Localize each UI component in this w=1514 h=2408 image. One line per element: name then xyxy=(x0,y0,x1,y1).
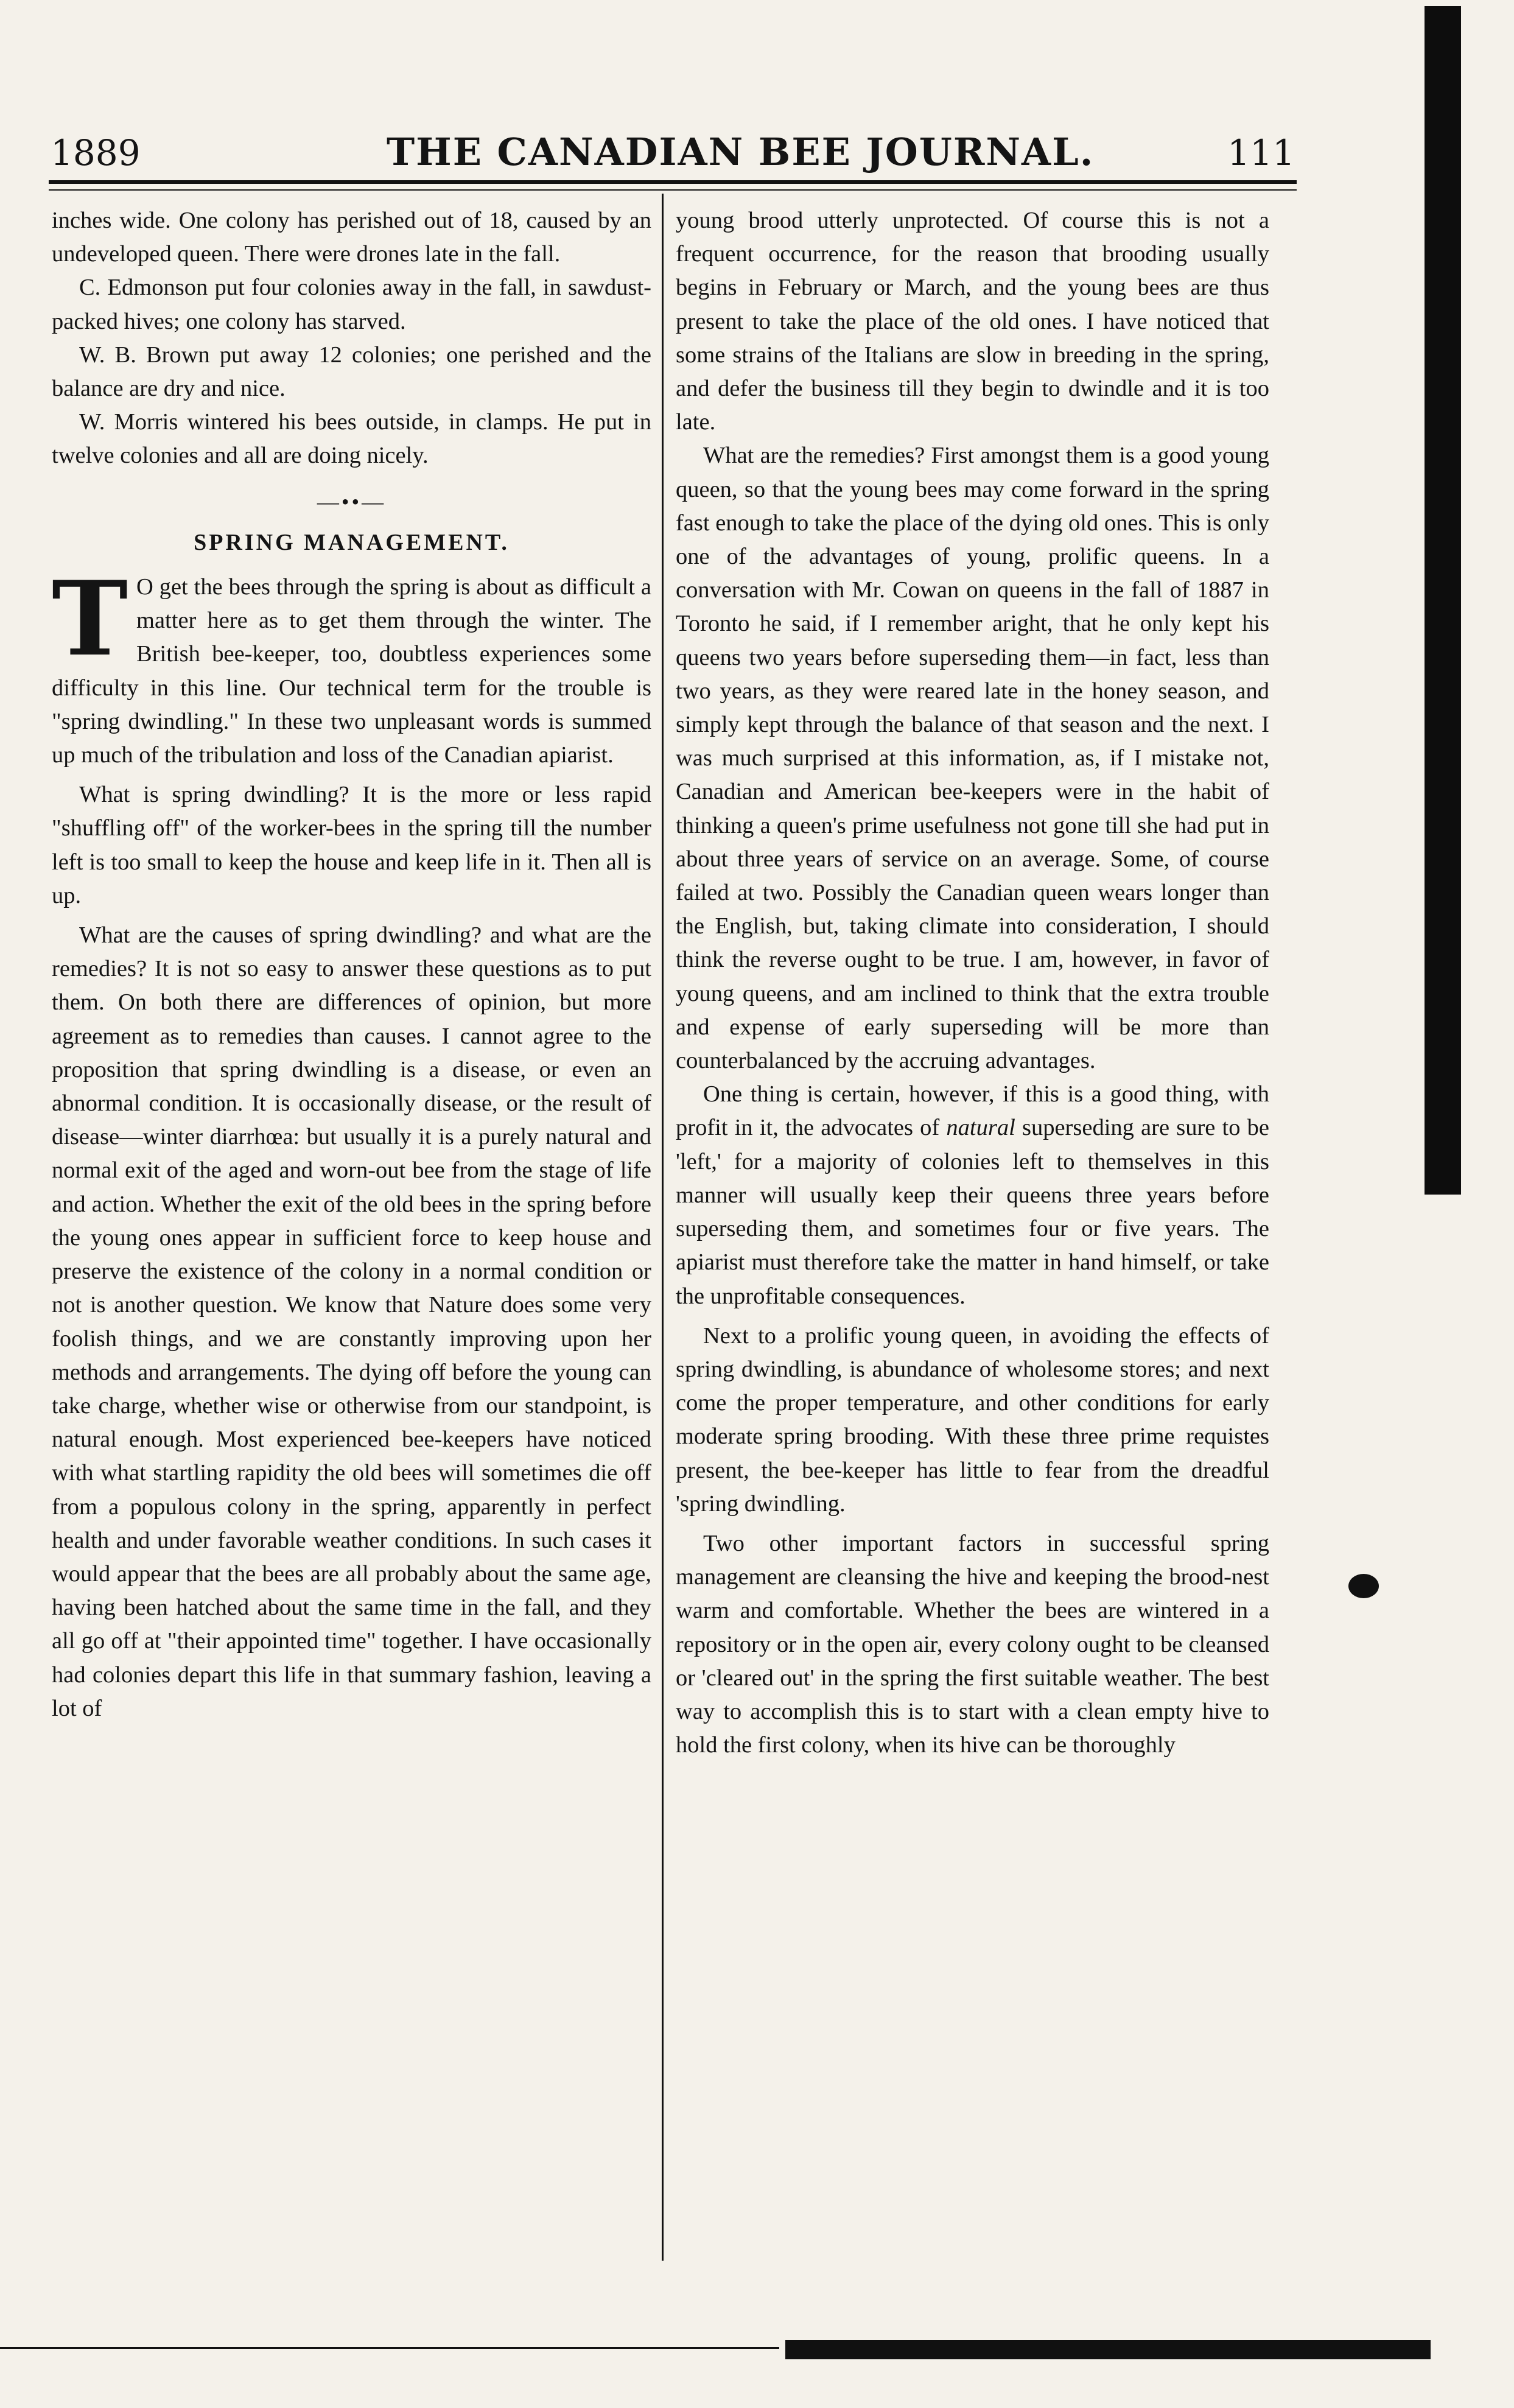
header-title: THE CANADIAN BEE JOURNAL. xyxy=(387,130,1095,174)
paragraph-morris: W. Morris wintered his bees outside, in clamps. He put in twelve colonies and all are doing nicely. xyxy=(52,409,651,469)
superseding-text-b: superseding are sure to be 'left,' for a majority of colonies left to themselves in this manner will usually keep their queens three years before superseding them, and sometimes four or five years. The apiarist must therefore take the matter in hand himself, or take the unprofitable consequences. xyxy=(676,1115,1269,1309)
paragraph-prolific-queen: Next to a prolific young queen, in avoiding the effects of spring dwindling, is abundance of wholesome stores; and next come the proper temperature, and other conditions for early moderate spring brooding. With these three prime requistes present, the bee-keeper has little to fear from the dreadful 'spring dwindling. xyxy=(676,1322,1269,1517)
header-year: 1889 xyxy=(51,132,141,174)
superseding-text-a: One thing is certain, however, if this is a good thing, with profit in it, the advocates of xyxy=(676,1081,1269,1141)
paragraph-cleansing: Two other important factors in successful spring management are cleansing the hive and keeping the brood-nest warm and comfortable. Whether the bees are wintered in a repository or in the open air, every colony ought to be cleansed or 'cleared out' in the spring the first suitable weather. The best way to accomplish this is to start with a clean empty hive to hold the first colony, when its hive can be thoroughly xyxy=(676,1530,1269,1758)
header-rule-top xyxy=(49,180,1297,184)
section-ornament: —••— xyxy=(317,489,387,514)
italic-natural: natural xyxy=(946,1115,1015,1141)
scan-edge-bar xyxy=(1425,6,1461,1195)
column-divider xyxy=(662,194,664,2261)
header-page-number: 111 xyxy=(1227,132,1295,174)
paragraph-intro: O get the bees through the spring is about as difficult a matter here as to get them through the winter. The British bee-keeper, too, doubtless experiences some difficulty in this line. Our technical term for the trouble is "spring dwindling." In these two unpleasant words is summed up much of the tribulation and loss of the Canadian apiarist. xyxy=(52,574,651,768)
page-header xyxy=(46,125,1300,180)
header-rule-bottom xyxy=(49,189,1297,191)
bottom-rule-left xyxy=(0,2347,779,2349)
right-column xyxy=(676,204,1269,1762)
drop-cap: T xyxy=(52,558,128,679)
paragraph-causes: What are the causes of spring dwindling? and what are the remedies? It is not so easy to answer these questions as to put them. On both there are differences of opinion, but more agreement as to remedies than causes. I cannot agree to the proposition that spring dwindling is a disease, or even an abnormal condition. It is occasionally disease, or the result of disease—winter diarrhœa: but usually it is a purely natural and normal exit of the aged and worn-out bee from the stage of life and action. Whether the exit of the old bees in the spring before the young ones appear in sufficient force to keep house and preserve the existence of the colony in a normal condition or not is another question. We know that Nature does some very foolish things, and we are constantly improving upon her methods and arrangements. The dying off before the young can take charge, whether wise or otherwise from our standpoint, is natural enough. Most experienced bee-keepers have noticed with what startling rapidity the old bees will sometimes die off from a populous colony in the spring, apparently in perfect health and under favorable weather conditions. In such cases it would appear that the bees are all probably about the same age, having been hatched about the same time in the fall, and they all go off at "their appointed time" together. I have occasionally had colonies depart this life in that summary fashion, leaving a lot of xyxy=(52,922,651,1721)
paragraph-young-brood: young brood utterly unprotected. Of course this is not a frequent occurrence, for the reason that brooding usually begins in February or March, and the young bees are thus present to take the place of the old ones. I have noticed that some strains of the Italians are slow in breeding in the spring, and defer the business till they begin to dwindle and it is too late. xyxy=(676,208,1269,435)
paragraph-superseding xyxy=(676,1078,1269,1313)
section-title: SPRING MANAGEMENT. xyxy=(194,529,510,555)
paragraph-what-is-dwindling: What is spring dwindling? It is the more or less rapid "shuffling off" of the worker-bees in the spring till the number left is too small to keep the house and keep life in it. Then all is up. xyxy=(52,782,651,908)
paragraph-brown: W. B. Brown put away 12 colonies; one perished and the balance are dry and nice. xyxy=(52,342,651,402)
left-column xyxy=(52,204,651,1725)
paragraph-remedies: What are the remedies? First amongst them is a good young queen, so that the young bees may come forward in the spring fast enough to take the place of the dying old ones. This is only one of the advantages of young, prolific queens. In a conversation with Mr. Cowan on queens in the fall of 1887 in Toronto he said, if I remember aright, that he only kept his queens two years before superseding them—in fact, less than two years, as they were reared late in the honey season, and simply kept through the balance of that season and the next. I was much surprised at this information, as, if I mistake not, Canadian and American bee-keepers were in the habit of thinking a queen's prime usefulness not gone till she had put in about three years of service on an average. Some, of course failed at two. Possibly the Canadian queen wears longer than the English, but, taking climate into consideration, I should think the reverse ought to be true. I am, however, in favor of young queens, and am inclined to think that the extra trouble and expense of early superseding will be more than counterbalanced by the accruing advantages. xyxy=(676,443,1269,1074)
paragraph-edmonson: C. Edmonson put four colonies away in the fall, in sawdust-packed hives; one colony has starved. xyxy=(52,275,651,334)
ink-blot xyxy=(1348,1574,1379,1598)
paragraph-colony-report: inches wide. One colony has perished out of 18, caused by an undeveloped queen. There were drones late in the fall. xyxy=(52,208,651,267)
bottom-scan-bar xyxy=(785,2340,1431,2359)
